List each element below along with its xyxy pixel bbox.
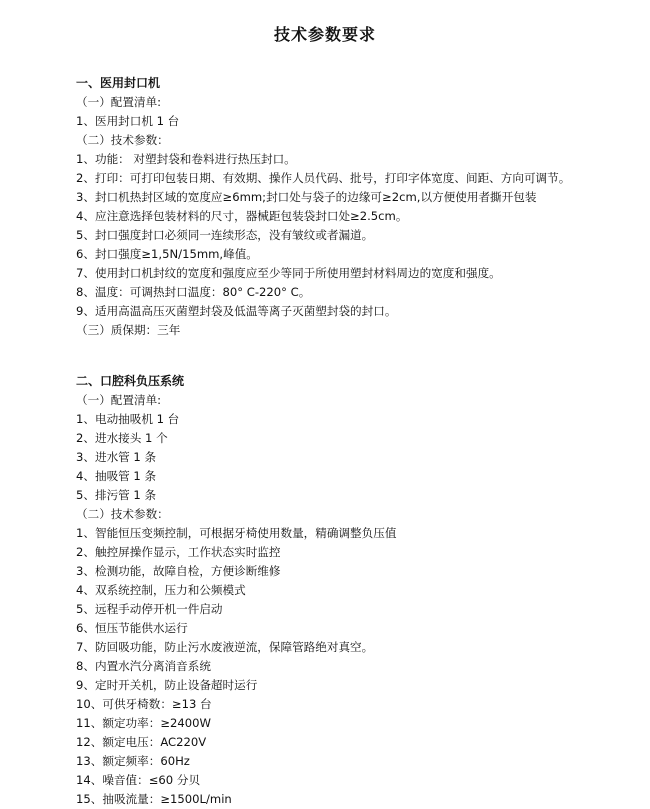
list-item: 7、防回吸功能，防止污水废液逆流，保障管路绝对真空。: [76, 640, 374, 654]
list-item: 13、额定频率：60Hz: [76, 754, 190, 768]
subsection-heading: （一）配置清单:: [76, 393, 162, 407]
subsection-heading: （一）配置清单:: [76, 95, 162, 109]
list-item: 1、电动抽吸机 1 台: [76, 412, 180, 426]
list-item: 5、远程手动停开机一件启动: [76, 602, 223, 616]
subsection-heading: （二）技术参数：: [76, 507, 169, 521]
section-heading: 二、口腔科负压系统: [76, 374, 185, 388]
list-item: 6、封口强度≥1,5N/15mm,峰值。: [76, 247, 258, 261]
list-item: 4、双系统控制，压力和公频模式: [76, 583, 246, 597]
list-item: 8、温度：可调热封口温度：80° C-220° C。: [76, 285, 311, 299]
list-item: 4、抽吸管 1 条: [76, 469, 157, 483]
list-item: 9、适用高温高压灭菌塑封袋及低温等离子灭菌塑封袋的封口。: [76, 304, 397, 318]
list-item: 5、排污管 1 条: [76, 488, 157, 502]
list-item: 9、定时开关机，防止设备超时运行: [76, 678, 258, 692]
list-item: 7、使用封口机封纹的宽度和强度应至少等同于所使用塑封材料周边的宽度和强度。: [76, 266, 501, 280]
list-item: 11、额定功率：≥2400W: [76, 716, 211, 730]
list-item: 4、应注意选择包装材料的尺寸，器械距包装袋封口处≥2.5cm。: [76, 209, 408, 223]
document-title: 技术参数要求: [273, 25, 376, 44]
list-item: 2、进水接头 1 个: [76, 431, 168, 445]
list-item: 6、恒压节能供水运行: [76, 621, 188, 635]
list-item: 12、额定电压：AC220V: [76, 735, 207, 749]
list-item: 2、打印：可打印包装日期、有效期、操作人员代码、批号，打印字体宽度、间距、方向可调节。: [76, 171, 571, 185]
list-item: 14、噪音值：≤60 分贝: [76, 773, 201, 787]
list-item: 8、内置水汽分离消音系统: [76, 659, 211, 673]
list-item: 1、医用封口机 1 台: [76, 114, 180, 128]
list-item: 1、功能： 对塑封袋和卷料进行热压封口。: [76, 152, 296, 166]
section-heading: 一、医用封口机: [76, 76, 161, 90]
section-dental-suction-system: [76, 372, 596, 809]
list-item: 3、进水管 1 条: [76, 450, 157, 464]
list-item: 10、可供牙椅数：≥13 台: [76, 697, 212, 711]
list-item: 1、智能恒压变频控制，可根据牙椅使用数量，精确调整负压值: [76, 526, 397, 540]
list-item: 5、封口强度封口必须同一连续形态，没有皱纹或者漏道。: [76, 228, 374, 242]
list-item: 2、触控屏操作显示，工作状态实时监控: [76, 545, 281, 559]
subsection-heading: （二）技术参数：: [76, 133, 169, 147]
list-item: 3、封口机热封区域的宽度应≥6mm;封口处与袋子的边缘可≥2cm,以方便使用者撕开包装: [76, 190, 537, 204]
subsection-heading: （三）质保期：三年: [76, 323, 181, 337]
section-sealing-machine: [76, 74, 596, 340]
list-item: 3、检测功能，故障自检，方便诊断维修: [76, 564, 281, 578]
list-item: 15、抽吸流量：≥1500L/min: [76, 792, 232, 806]
